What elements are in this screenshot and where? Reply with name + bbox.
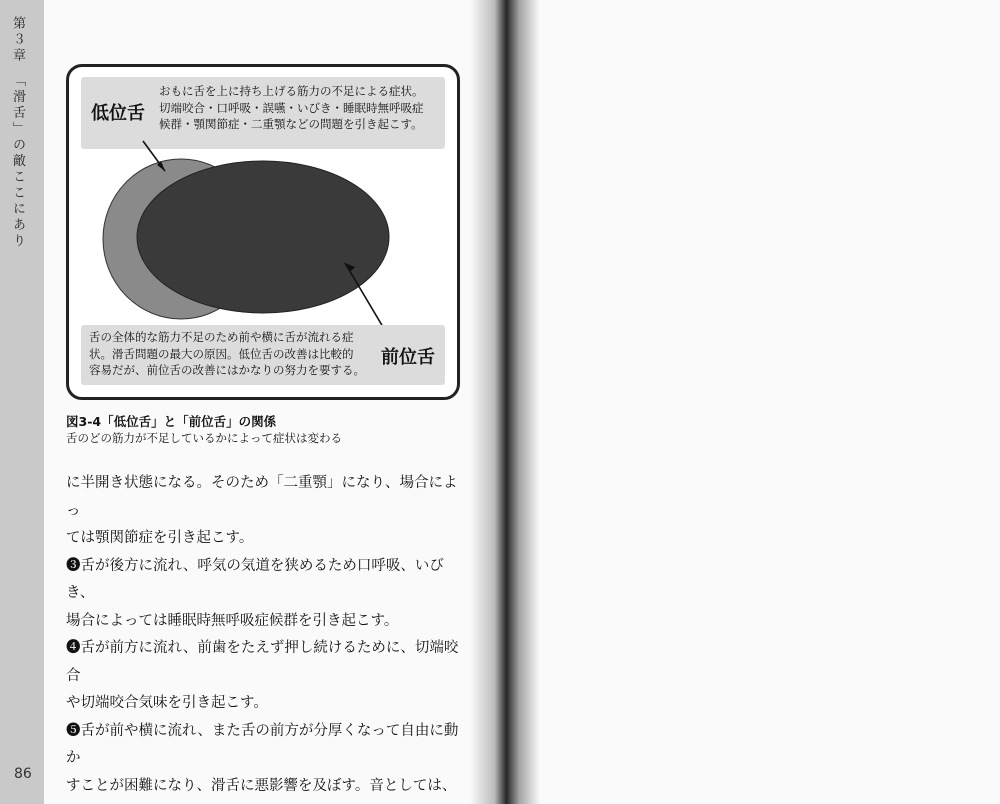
body-line: 場合によっては睡眠時無呼吸症候群を引き起こす。 (66, 612, 399, 629)
figure-box (66, 64, 460, 400)
figure-caption-sub: 舌のどの筋力が不足しているかによって症状は変わる (66, 431, 342, 445)
figure-note-bottom (81, 325, 445, 385)
body-line: すことが困難になり、滑舌に悪影響を及ぼす。音としては、 (66, 777, 457, 794)
figure-caption-title: 図3-4「低位舌」と「前位舌」の関係 (66, 414, 277, 429)
body-line: ては顎関節症を引き起こす。 (66, 530, 254, 546)
venn-inner-ellipse (137, 161, 389, 313)
left-body-text (66, 470, 461, 804)
front-tongue-label: 前位舌 (381, 347, 435, 368)
book-gutter-shadow (470, 0, 540, 804)
body-line: ❸舌が後方に流れ、呼気の気道を狭めるため口呼吸、いびき、 (66, 557, 444, 601)
front-tongue-description: 舌の全体的な筋力不足のため前や横に舌が流れる症 状。滑舌問題の最大の原因。低位舌の改善は比較的 容易だが、前位舌の改善にはかなりの努力を要する。 (89, 330, 365, 378)
body-line: ❹舌が前方に流れ、前歯をたえず押し続けるために、切端咬合 (66, 640, 459, 684)
right-page (500, 0, 1000, 804)
low-tongue-label: 低位舌 (91, 103, 145, 124)
low-tongue-description: おもに舌を上に持ち上げる筋力の不足による症状。 切端咬合・口呼吸・誤嚥・いびき・睡眠時無呼吸症 候群・顎関節症・二重顎などの問題を引き起こす。 (159, 84, 424, 132)
body-line: ❺舌が前や横に流れ、また舌の前方が分厚くなって自由に動か (66, 722, 459, 766)
body-line: に半開き状態になる。そのため「二重顎」になり、場合によっ (66, 475, 458, 519)
left-page-number: 86 (14, 766, 32, 782)
left-chapter-label: 第３章 「滑舌」の敵ここにあり (10, 16, 25, 250)
body-line: や切端咬合気味を引き起こす。 (66, 695, 268, 711)
